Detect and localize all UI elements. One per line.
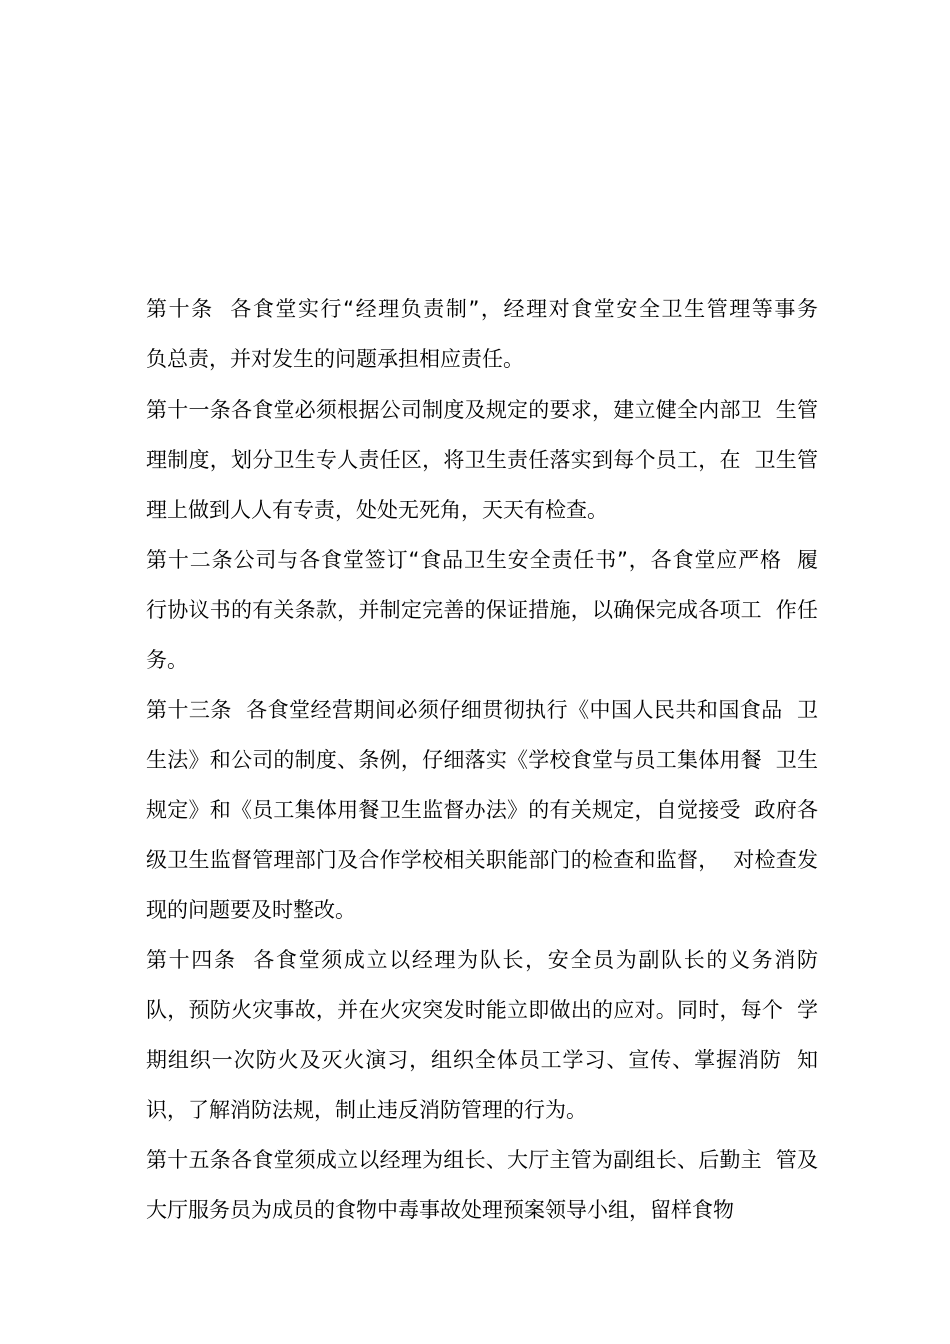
text-line: 务。 [146,648,188,672]
text-line: 规定》和《员工集体用餐卫生监督办法》的有关规定，自觉接受 政府各 [146,798,818,822]
text-line: 第十一条各食堂必须根据公司制度及规定的要求，建立健全内部卫 生管 [146,398,818,422]
text-line: 第十条 各食堂实行“经理负责制”，经理对食堂安全卫生管理等事务 [146,297,818,321]
text-line: 识，了解消防法规，制止违反消防管理的行为。 [146,1098,587,1122]
text-line: 理制度，划分卫生专人责任区，将卫生责任落实到每个员工，在 卫生管 [146,448,818,472]
text-line: 第十四条 各食堂须成立以经理为队长，安全员为副队长的义务消防 [146,948,818,972]
text-line: 队，预防火灾事故，并在火灾突发时能立即做出的应对。同时，每个 学 [146,998,818,1022]
text-line: 负总责，并对发生的问题承担相应责任。 [146,347,524,371]
text-line: 大厅服务员为成员的食物中毒事故处理预案领导小组，留样食物 [146,1198,734,1222]
text-line: 第十三条 各食堂经营期间必须仔细贯彻执行《中国人民共和国食品 卫 [146,698,818,722]
text-line: 行协议书的有关条款，并制定完善的保证措施，以确保完成各项工 作任 [146,598,818,622]
text-line: 期组织一次防火及灭火演习，组织全体员工学习、宣传、掌握消防 知 [146,1048,818,1072]
text-line: 第十五条各食堂须成立以经理为组长、大厅主管为副组长、后勤主 管及 [146,1148,818,1172]
text-line: 级卫生监督管理部门及合作学校相关职能部门的检查和监督， 对检查发 [146,848,818,872]
text-line: 现的问题要及时整改。 [146,898,356,922]
text-line: 理上做到人人有专责，处处无死角，天天有检查。 [146,498,608,522]
text-line: 第十二条公司与各食堂签订“食品卫生安全责任书”，各食堂应严格 履 [146,548,818,572]
text-line: 生法》和公司的制度、条例，仔细落实《学校食堂与员工集体用餐 卫生 [146,748,818,772]
